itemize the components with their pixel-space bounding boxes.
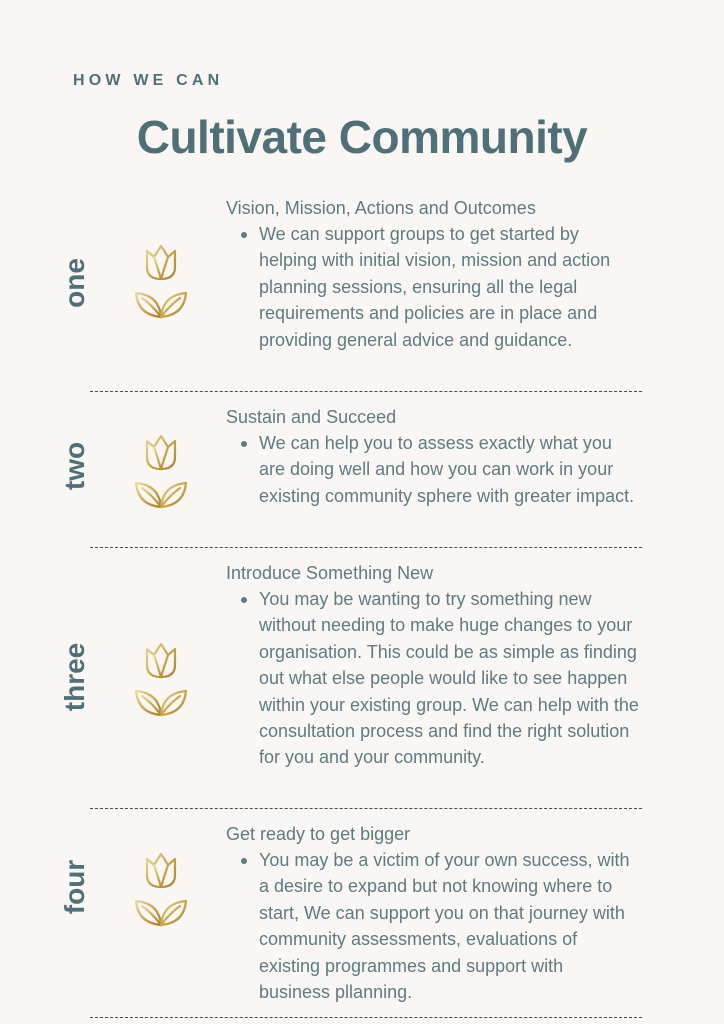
bullet-icon <box>241 441 247 447</box>
bullet-icon <box>241 597 247 603</box>
section-heading: Introduce Something New <box>226 563 434 583</box>
section-number: four <box>59 859 90 915</box>
divider <box>90 1017 642 1018</box>
section-text: We can help you to assess exactly what you are doing well and how you can work in your existing community sphere with greater impact. <box>259 433 635 506</box>
tulip-icon <box>132 433 190 509</box>
tulip-icon <box>132 851 190 927</box>
page-title: Cultivate Community <box>136 111 588 163</box>
section-number: two <box>59 441 90 491</box>
divider <box>90 808 642 809</box>
section-text: You may be wanting to try something new without needing to make huge changes to your organisation. This could be as simple as finding out what else people would like to see happen within your existing group. We can help with the consultation process and find the right solution for you and your community. <box>259 589 639 768</box>
bullet-icon <box>241 232 247 238</box>
divider <box>90 547 642 548</box>
section-number: three <box>59 642 90 712</box>
section-text: You may be a victim of your own success, with a desire to expand but not knowing where to start, We can support you on that journey with community assessments, evaluations of existing programmes and support with business pllanning. <box>259 850 630 1003</box>
section-heading: Get ready to get bigger <box>226 824 411 844</box>
section-heading: Vision, Mission, Actions and Outcomes <box>226 198 536 218</box>
tulip-icon <box>132 641 190 717</box>
section-text: We can support groups to get started by helping with initial vision, mission and action planning sessions, ensuring all the legal requirements and policies are in place and providing general advice and guidance. <box>259 224 611 350</box>
bullet-icon <box>241 858 247 864</box>
kicker-text: HOW WE CAN <box>73 72 224 89</box>
section-heading: Sustain and Succeed <box>226 407 397 427</box>
section-number: one <box>59 258 90 308</box>
divider <box>90 391 642 392</box>
tulip-icon <box>132 243 190 319</box>
